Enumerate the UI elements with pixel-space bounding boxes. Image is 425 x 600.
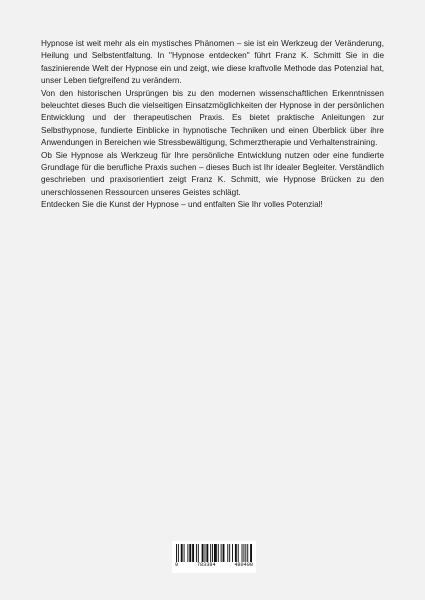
barcode-bar <box>184 544 185 562</box>
barcode-bar <box>238 544 239 562</box>
barcode-bar <box>229 544 230 562</box>
barcode-bar <box>243 544 244 562</box>
barcode-bar <box>218 544 219 562</box>
barcode-bar <box>205 544 206 562</box>
barcode-bar <box>181 544 183 562</box>
barcode-bar <box>202 544 204 562</box>
isbn-barcode <box>172 541 256 573</box>
barcode-bar <box>235 544 237 562</box>
barcode-bar <box>232 544 233 562</box>
barcode-bar <box>206 544 208 562</box>
barcode-bar <box>247 544 248 562</box>
blurb-paragraph-2: Von den historischen Ursprüngen bis zu den modernen wissenschaftlichen Erkenntnissen beleuchtet dieses Buch die vielseitigen Einsatzmöglichkeiten der Hypnose in der persönlichen Entwicklung und der therapeutischen Praxis. Es bietet praktische Anleitungen zur Selbsthypnose, fundierte Einblicke in hypnotische Techniken und einen Überblick über ihre Anwendungen in Bereichen wie Stressbewältigung, Schmerztherapie und Verhaltenstraining. <box>41 88 384 148</box>
barcode-bar <box>187 544 188 562</box>
barcode-bar <box>223 544 225 562</box>
blurb-paragraph-4: Entdecken Sie die Kunst der Hypnose – und entfalten Sie Ihr volles Potenzial! <box>41 200 323 210</box>
barcode-digits-right: 480408 <box>234 562 253 568</box>
barcode-bar <box>189 544 191 562</box>
barcode-bar <box>176 544 177 562</box>
barcode-bar <box>245 544 246 562</box>
barcode-bar <box>192 544 194 562</box>
barcode-bar <box>178 544 179 562</box>
barcode-bar <box>198 544 199 562</box>
barcode-bar <box>212 544 213 562</box>
barcode-digits <box>175 562 253 568</box>
barcode-bar <box>196 544 197 562</box>
blurb-paragraph-1: Hypnose ist weit mehr als ein mystisches Phänomen – sie ist ein Werkzeug der Veränderung, Heilung und Selbstentfaltung. In "Hypnose entdecken" führt Franz K. Schmitt Sie in die faszinierende Welt der Hypnose ein und zeigt, wie diese kraftvolle Methode das Potenzial hat, unser Leben tiefgreifend zu verändern. <box>41 39 384 86</box>
barcode-bar <box>242 544 243 562</box>
barcode-bar <box>250 544 252 562</box>
blurb-paragraph-3: Ob Sie Hypnose als Werkzeug für Ihre persönliche Entwicklung nutzen oder eine fundierte Grundlage für die berufliche Praxis suchen – dieses Buch ist Ihr idealer Begleiter. Verständlich geschrieben und praxisorientiert zeigt Franz K. Schmitt, wie Hypnose Brücken zu den unerschlossenen Ressourcen unseres Geistes schlägt. <box>41 150 384 197</box>
barcode-bar <box>214 544 217 562</box>
barcode-bar <box>227 544 228 562</box>
barcode-bar <box>210 544 211 562</box>
barcode-bars <box>176 544 252 562</box>
barcode-digit-prefix: 9 <box>175 562 179 568</box>
blurb-text <box>41 38 384 212</box>
barcode-digits-left: 783384 <box>196 562 216 568</box>
barcode-bar <box>221 544 222 562</box>
